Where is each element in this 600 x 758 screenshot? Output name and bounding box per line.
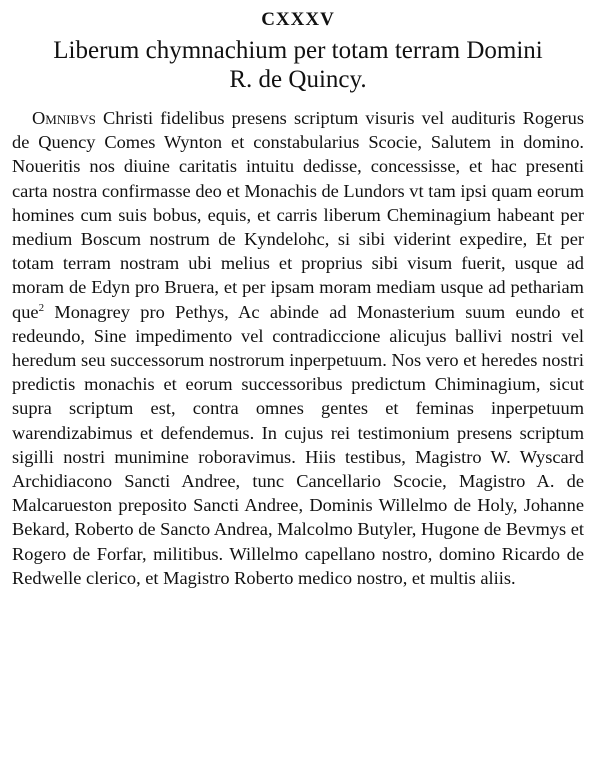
charter-title-line-1: Liberum chymnachium per totam terram Domini bbox=[53, 37, 543, 64]
charter-body bbox=[12, 106, 584, 590]
footnote-marker: 2 bbox=[38, 301, 45, 314]
charter-text-part-1: Christi fidelibus presens scriptum visuris vel audituris Rogerus de Quency Comes Wynton et constabularius Scocie, Salutem in domino. Noueritis nos diuine caritatis intuitu dedisse, concessisse, et hac presenti carta nostra confirmasse deo et Monachis de Lundors vt tam ipsi quam eorum homines cum suis bobus, equis, et carris liberum Cheminagium habeant per medium Boscum nostrum de Kyndelohc, si sibi viderint expedire, Et per totam terram nostram ubi melius et proprius sibi visum fuerit, usque ad moram de Edyn pro Bruera, et per ipsam moram mediam usque ad pethariam que bbox=[12, 108, 584, 322]
charter-opening-word: Omnibvs bbox=[32, 108, 96, 128]
charter-number: CXXXV bbox=[261, 9, 335, 30]
charter-title-line-2: R. de Quincy. bbox=[229, 66, 367, 93]
charter-title bbox=[12, 36, 584, 94]
charter-text-part-2: Monagrey pro Pethys, Ac abinde ad Monasterium suum eundo et redeundo, Sine impedimento vel contradiccione alicujus ballivi nostri vel heredum seu successorum nostrorum inperpetuum. Nos vero et heredes nostri predictis monachis et eorum successoribus predictum Chiminagium, sicut supra scriptum est, contra omnes gentes et feminas inperpetuum warendizabimus et defendemus. In cujus rei testimonium presens scriptum sigilli nostri munimine roboravimus. Hiis testibus, Magistro W. Wyscard Archidiacono Sancti Andree, tunc Cancellario Scocie, Magistro A. de Malcarueston preposito Sancti Andree, Dominis Willelmo de Holy, Johanne Bekard, Roberto de Sancto Andrea, Malcolmo Butyler, Hugone de Bevmys et Rogero de Forfar, militibus. Willelmo capellano nostro, domino Ricardo de Redwelle clerico, et Magistro Roberto medico nostro, et multis aliis. bbox=[12, 301, 584, 588]
